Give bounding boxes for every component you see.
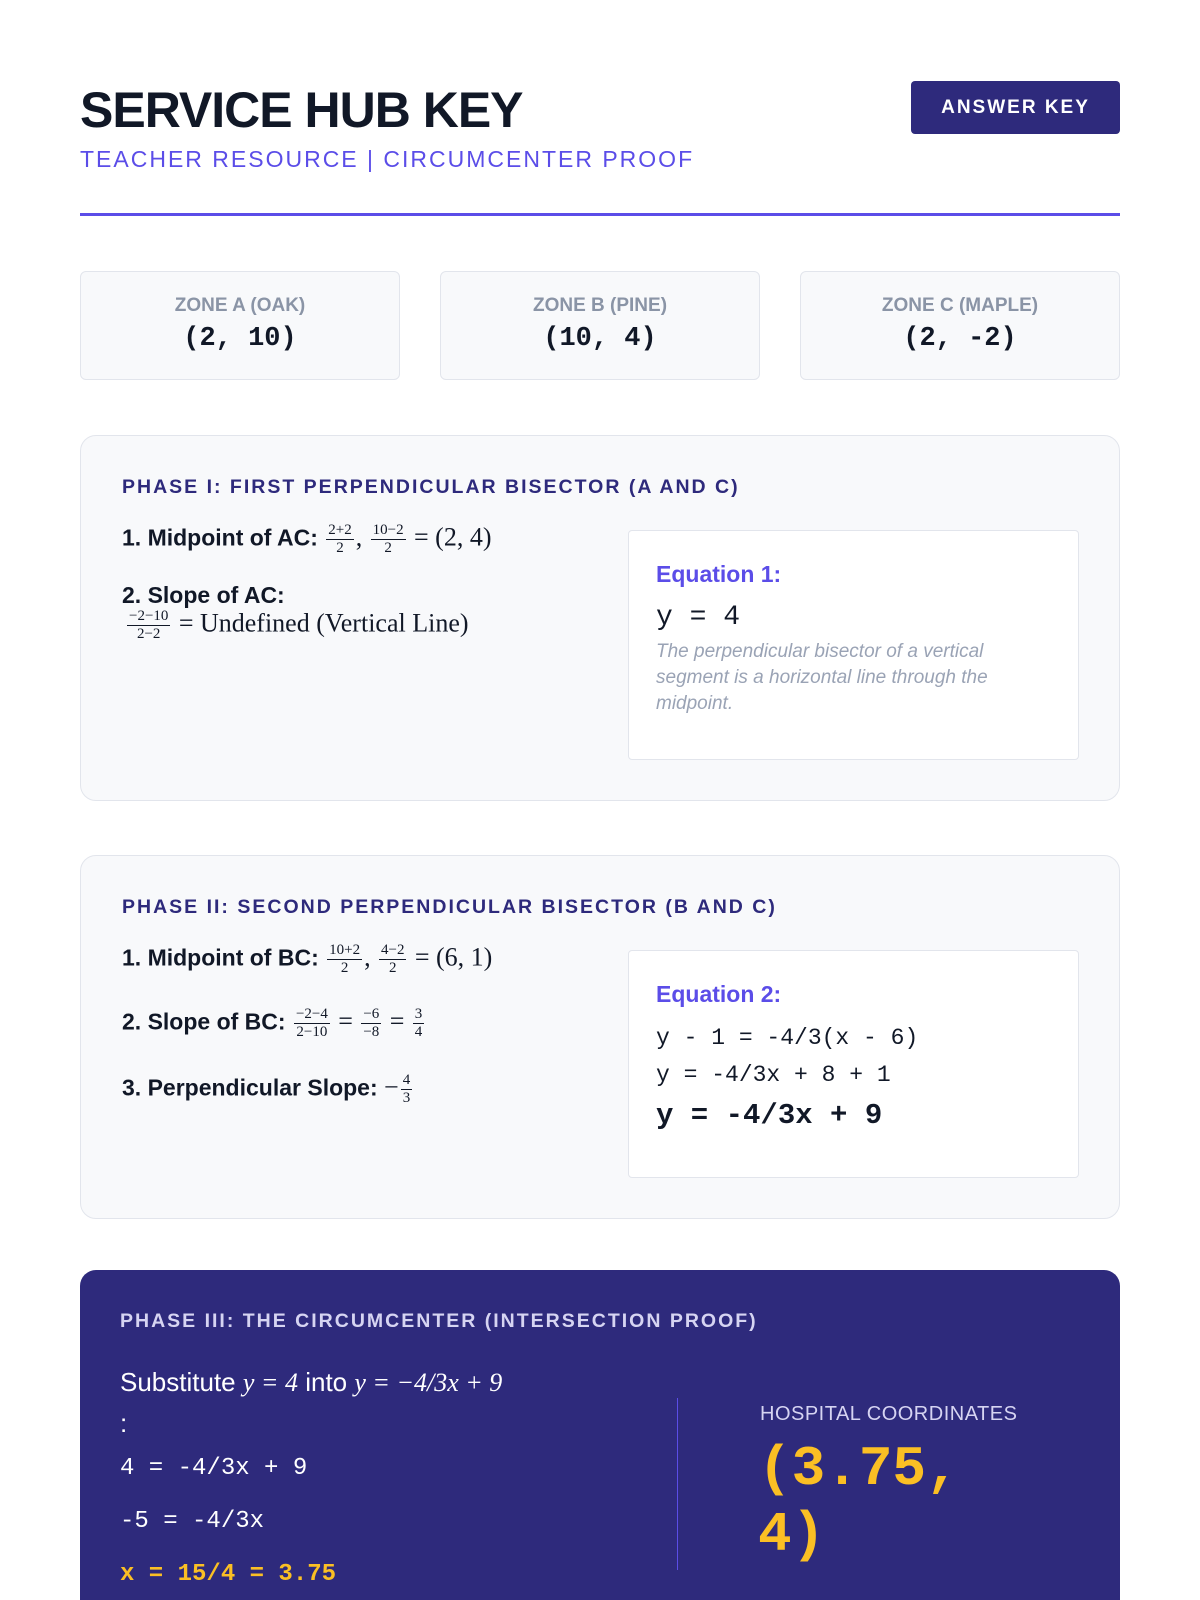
page-title: SERVICE HUB KEY — [80, 82, 523, 138]
fraction — [361, 1006, 381, 1041]
fraction — [401, 1072, 413, 1107]
header-divider — [80, 213, 1120, 216]
substitute-label: Substitute — [120, 1367, 236, 1397]
numerator: 3 — [414, 1006, 423, 1022]
denominator: −8 — [363, 1024, 380, 1040]
fraction — [413, 1006, 425, 1041]
numerator: −2−4 — [295, 1006, 328, 1022]
equation-final: y = -4/3x + 9 — [656, 1099, 883, 1132]
fraction — [326, 522, 353, 557]
phase-title: PHASE III: THE CIRCUMCENTER (INTERSECTION PROOF) — [120, 1310, 758, 1332]
solve-line: 4 = -4/3x + 9 — [120, 1455, 308, 1482]
phase-2-card — [80, 855, 1120, 1219]
solve-result: x = 15/4 = 3.75 — [120, 1561, 337, 1588]
equation-note: The perpendicular bisector of a vertical segment is a horizontal line through the midpoint. — [656, 641, 988, 714]
equation-label: Equation 1: — [656, 561, 782, 587]
zone-coordinate: (2, -2) — [903, 324, 1017, 354]
phase-title: PHASE I: FIRST PERPENDICULAR BISECTOR (A AND C) — [122, 476, 740, 498]
hospital-coordinates: (3.75, 4) — [758, 1437, 960, 1567]
step-result: = (2, 4) — [414, 522, 492, 552]
slope-ac-label: 2. Slope of AC: — [122, 582, 285, 608]
numerator: 4 — [402, 1072, 411, 1088]
equation-2-box — [628, 950, 1079, 1178]
fraction — [371, 522, 406, 557]
denominator: 4 — [414, 1024, 423, 1040]
step-result: = Undefined (Vertical Line) — [178, 608, 469, 638]
phase-3-card — [80, 1270, 1120, 1600]
target-expression: y = −4/3x + 9 — [354, 1368, 503, 1397]
fraction — [379, 942, 406, 977]
answer-key-badge: ANSWER KEY — [911, 81, 1120, 134]
zone-coordinate: (10, 4) — [543, 324, 657, 354]
denominator: 2 — [388, 960, 397, 976]
equation-1-box — [628, 530, 1079, 760]
numerator: 2+2 — [328, 522, 352, 538]
perpendicular-slope-step: 3. Perpendicular Slope: − $\frac{4}{3}$ — [122, 1072, 411, 1106]
coordinates-label: HOSPITAL COORDINATES — [760, 1403, 1018, 1425]
fraction — [127, 608, 170, 643]
zone-card-c — [800, 271, 1120, 380]
substitution-text — [120, 1362, 610, 1444]
equation-label: Equation 2: — [656, 981, 782, 1007]
equation-line: y - 1 = -4/3(x - 6) — [656, 1025, 919, 1051]
denominator: 3 — [402, 1090, 411, 1106]
midpoint-ac-step: 1. Midpoint of AC: $\frac{2+2}{2}$ , $\frac{10-2}{2}$ = (2, 4) — [122, 522, 492, 556]
fraction — [327, 942, 362, 977]
solve-line: -5 = -4/3x — [120, 1508, 265, 1535]
step-result: = (6, 1) — [414, 942, 493, 972]
numerator: −6 — [363, 1006, 380, 1022]
zone-name: ZONE A (OAK) — [174, 295, 306, 316]
zone-card-a — [80, 271, 400, 380]
denominator: 2−2 — [136, 626, 161, 642]
slope-ac-step — [125, 608, 469, 643]
equation: y = 4 — [656, 602, 741, 633]
vertical-divider — [677, 1398, 678, 1570]
step-label: 2. Slope of BC: — [122, 1008, 286, 1035]
denominator: 2 — [340, 960, 349, 976]
colon: : — [120, 1408, 128, 1438]
step-label: 3. Perpendicular Slope: — [122, 1074, 378, 1101]
zone-cards — [80, 271, 1120, 380]
phase-1-card — [80, 435, 1120, 801]
zone-coordinate: (2, 10) — [183, 324, 297, 354]
zone-card-b — [440, 271, 760, 380]
step-label: 1. Midpoint of BC: — [122, 944, 319, 971]
numerator: 10−2 — [372, 522, 404, 538]
equation-line: y = -4/3x + 8 + 1 — [656, 1062, 891, 1088]
fraction — [294, 1006, 330, 1041]
denominator: 2−10 — [296, 1024, 328, 1040]
zone-name: ZONE B (PINE) — [532, 295, 668, 316]
numerator: −2−10 — [129, 608, 169, 624]
numerator: 4−2 — [381, 942, 405, 958]
into-label: into — [305, 1367, 348, 1397]
phase-title: PHASE II: SECOND PERPENDICULAR BISECTOR (B AND C) — [122, 896, 777, 918]
denominator: 2 — [336, 540, 344, 556]
substitute-expression: y = 4 — [242, 1368, 298, 1397]
slope-bc-step: 2. Slope of BC: $\frac{-2-4}{2-10}$ = $\frac{-6}{-8}$ = $\frac{3}{4}$ — [122, 1006, 423, 1040]
numerator: 10+2 — [329, 942, 361, 958]
denominator: 2 — [384, 540, 392, 556]
midpoint-bc-step: 1. Midpoint of BC: $\frac{10+2}{2}$ , $\frac{4-2}{2}$ = (6, 1) — [122, 942, 493, 976]
page-subtitle: TEACHER RESOURCE | CIRCUMCENTER PROOF — [80, 146, 695, 172]
header — [80, 80, 1120, 174]
zone-name: ZONE C (MAPLE) — [881, 295, 1039, 316]
step-label: 1. Midpoint of AC: — [122, 524, 318, 551]
